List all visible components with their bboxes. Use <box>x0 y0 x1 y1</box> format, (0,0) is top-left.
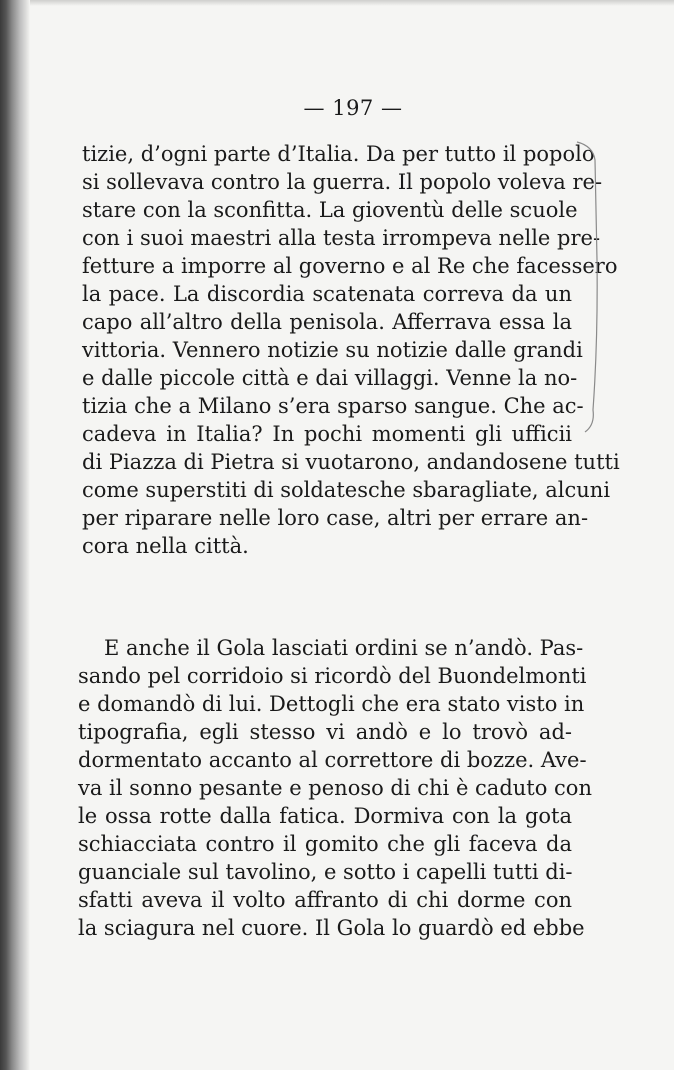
text-line: tizie, d’ogni parte d’Italia. Da per tutto il popolo <box>82 142 595 166</box>
text-line: la sciagura nel cuore. Il Gola lo guardò ed ebbe <box>78 916 585 940</box>
text-line: capo all’altro della penisola. Afferrava essa la <box>82 310 572 334</box>
text-line: le ossa rotte dalla fatica. Dormiva con la gota <box>78 804 572 828</box>
text-line: cora nella città. <box>82 534 249 558</box>
text-line: sfatti aveva il volto affranto di chi dorme con <box>78 888 572 912</box>
text-line: si sollevava contro la guerra. Il popolo voleva re- <box>82 170 603 194</box>
text-line: la pace. La discordia scatenata correva da un <box>82 282 572 306</box>
text-line: e domandò di lui. Dettogli che era stato visto in <box>78 692 585 716</box>
text-line: tizia che a Milano s’era sparso sangue. Che ac- <box>82 394 584 418</box>
binding-shadow <box>0 0 30 1070</box>
text-line: tipografia, egli stesso vi andò e lo trovò ad- <box>78 720 572 744</box>
text-line: di Piazza di Pietra si vuotarono, andandosene tutti <box>82 450 620 474</box>
text-line: va il sonno pesante e penoso di chi è caduto con <box>78 776 592 800</box>
text-line: per riparare nelle loro case, altri per errare an- <box>82 506 589 530</box>
pencil-margin-mark <box>575 140 601 440</box>
text-line: stare con la sconfitta. La gioventù delle scuole <box>82 198 578 222</box>
text-line: dormentato accanto al correttore di bozze. Ave- <box>78 748 587 772</box>
text-line: E anche il Gola lasciati ordini se n’andò. Pas- <box>104 636 584 660</box>
text-line: come superstiti di soldatesche sbaragliate, alcuni <box>82 478 611 502</box>
text-line: cadeva in Italia? In pochi momenti gli ufficii <box>82 422 572 446</box>
page-number: — 197 — <box>303 96 403 120</box>
page-top-edge <box>30 0 674 6</box>
text-line: fetture a imporre al governo e al Re che facessero <box>82 254 618 278</box>
text-line: vittoria. Vennero notizie su notizie dalle grandi <box>82 338 583 362</box>
text-line: sando pel corridoio si ricordò del Buondelmonti <box>78 664 587 688</box>
text-line: guanciale sul tavolino, e sotto i capelli tutti di- <box>78 860 573 884</box>
text-line: e dalle piccole città e dai villaggi. Venne la no- <box>82 366 578 390</box>
text-line: con i suoi maestri alla testa irrompeva nelle pre- <box>82 226 601 250</box>
text-line: schiacciata contro il gomito che gli faceva da <box>78 832 572 856</box>
